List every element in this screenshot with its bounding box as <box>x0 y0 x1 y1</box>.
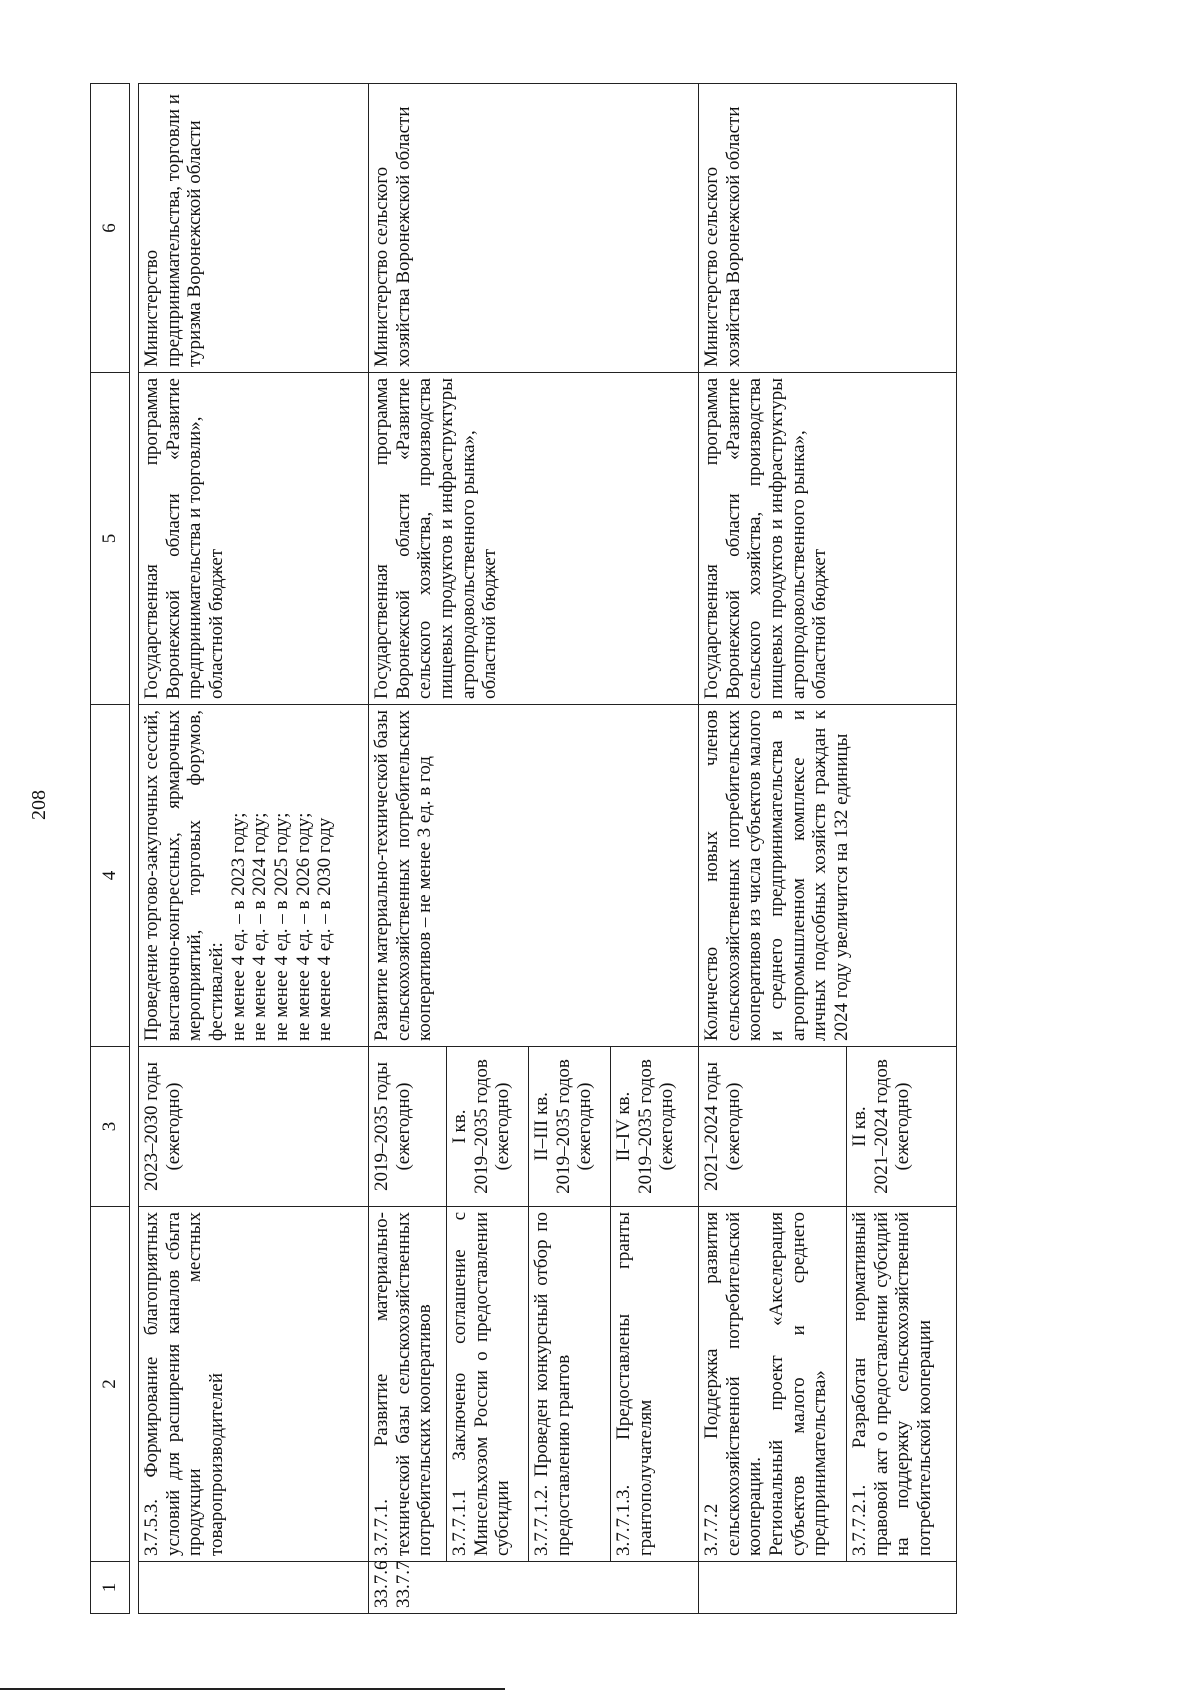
period-cell: II кв. 2021–2024 годов (ежегодно) <box>847 1047 957 1207</box>
row-number-cell: 33.7.6 33.7.7 <box>369 1562 699 1614</box>
period-cell: 2019–2035 годы (ежегодно) <box>369 1047 447 1207</box>
scan-edge-line <box>0 1688 505 1690</box>
period-cell: I кв. 2019–2035 годов (ежегодно) <box>447 1047 529 1207</box>
funding-source-cell: Государственная программа Воронежской области «Развитие предпринимательства и торговли», областной бюджет <box>139 373 369 705</box>
indicator-cell: Количество новых членов сельскохозяйственных потребительских кооперативов из числа субъектов малого и среднего предпринимательства в агропромышленном комплексе и личных подсобных хозяйств граждан к 2024 году увеличится на 132 единицы <box>699 705 957 1047</box>
page-number: 208 <box>28 790 50 820</box>
period-cell: II–III кв. 2019–2035 годов (ежегодно) <box>529 1047 611 1207</box>
indicator-cell: Проведение торгово-закупочных сессий, выставочно-конгрессных, ярмарочных мероприятий, торговых форумов, фестивалей: не менее 4 ед. – в 2023 году; не менее 4 ед. – в 2024 году; не менее 4 ед. – в 2025 году; не менее 4 ед. – в 2026 году; не менее 4 ед. – в 2030 году <box>139 705 369 1047</box>
event-cell: 3.7.7.1.1 Заключено соглашение с Минсельхозом России о предоставлении субсидии <box>447 1207 529 1562</box>
rotated-page-content <box>90 84 1120 1614</box>
period-cell: II–IV кв. 2019–2035 годов (ежегодно) <box>611 1047 699 1207</box>
header-row <box>91 84 130 1614</box>
plan-table <box>90 83 957 1614</box>
indicator-cell: Развитие материально-технической базы сельскохозяйственных потребительских кооперативов – не менее 3 ед. в год <box>369 705 699 1047</box>
event-cell: 3.7.7.1.3. Предоставлены гранты грантополучателям <box>611 1207 699 1562</box>
table-row <box>139 84 369 1614</box>
row-number-cell <box>699 1562 957 1614</box>
event-cell: 3.7.7.1.2. Проведен конкурсный отбор по предоставлению грантов <box>529 1207 611 1562</box>
spacer-row <box>130 84 139 1614</box>
row-number-cell <box>139 1562 369 1614</box>
executor-cell: Министерство предпринимательства, торговли и туризма Воронежской области <box>139 84 369 373</box>
table-row <box>369 84 447 1614</box>
header-col-6: 6 <box>91 84 130 373</box>
executor-cell: Министерство сельского хозяйства Воронежской области <box>369 84 699 373</box>
event-cell: 3.7.7.2.1. Разработан нормативный правовой акт о предоставлении субсидий на поддержку сельскохозяйственной потребительской кооперации <box>847 1207 957 1562</box>
executor-cell: Министерство сельского хозяйства Воронежской области <box>699 84 957 373</box>
header-col-3: 3 <box>91 1047 130 1207</box>
period-cell: 2023–2030 годы (ежегодно) <box>139 1047 369 1207</box>
header-col-2: 2 <box>91 1207 130 1562</box>
table-row <box>699 84 847 1614</box>
header-col-5: 5 <box>91 373 130 705</box>
event-cell: 3.7.7.1. Развитие материально-технической базы сельскохозяйственных потребительских кооперативов <box>369 1207 447 1562</box>
header-col-1: 1 <box>91 1562 130 1614</box>
event-cell: 3.7.5.3. Формирование благоприятных условий для расширения каналов сбыта продукции местных товаропроизводителей <box>139 1207 369 1562</box>
funding-source-cell: Государственная программа Воронежской области «Развитие сельского хозяйства, производства пищевых продуктов и инфраструктуры агропродовольственного рынка», областной бюджет <box>699 373 957 705</box>
header-col-4: 4 <box>91 705 130 1047</box>
funding-source-cell: Государственная программа Воронежской области «Развитие сельского хозяйства, производства пищевых продуктов и инфраструктуры агропродовольственного рынка», областной бюджет <box>369 373 699 705</box>
event-cell: 3.7.7.2 Поддержка развития сельскохозяйственной потребительской кооперации. Региональный проект «Акселерация субъектов малого и среднего предпринимательства» <box>699 1207 847 1562</box>
period-cell: 2021–2024 годы (ежегодно) <box>699 1047 847 1207</box>
